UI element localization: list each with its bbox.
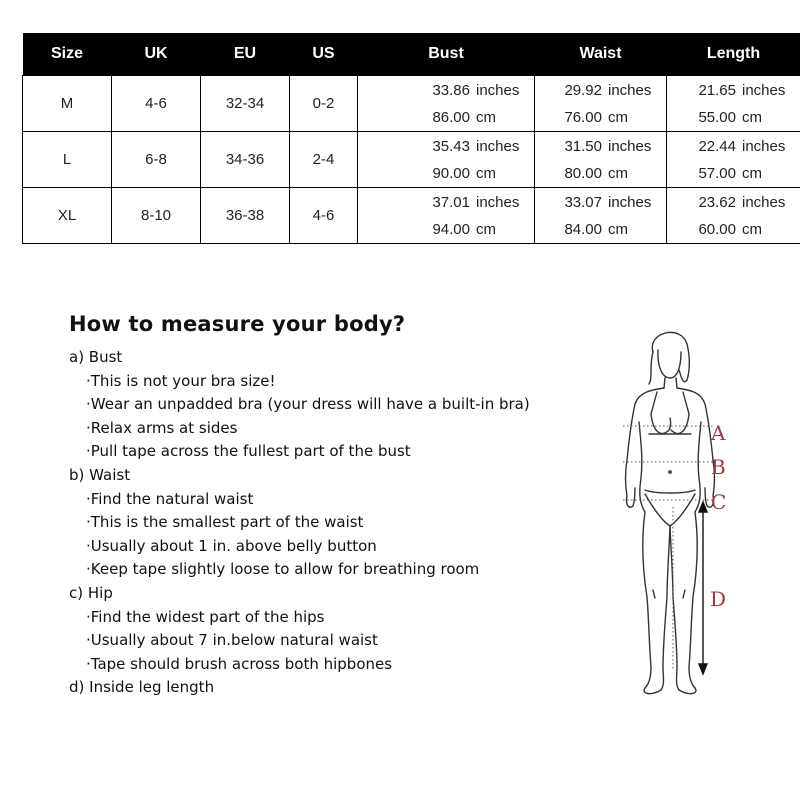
unit-label: inches — [476, 193, 520, 211]
guide-section-heading: a) Bust — [69, 348, 123, 366]
guide-list — [69, 346, 589, 700]
length-value: 23.62 — [698, 193, 736, 211]
size-chart-table — [22, 33, 800, 244]
unit-label: inches — [608, 81, 652, 99]
bust-cm-line — [358, 160, 528, 187]
size-cell: L — [23, 132, 112, 188]
bust-cm-line — [358, 104, 528, 131]
uk-cell: 4-6 — [112, 76, 201, 132]
body-measurement-figure — [595, 322, 745, 712]
measure-guide — [69, 312, 589, 700]
waist-value: 76.00 — [564, 108, 602, 126]
bust-inches-line — [358, 77, 528, 104]
table-row — [23, 188, 800, 244]
guide-tip: ·This is the smallest part of the waist — [86, 513, 364, 532]
unit-label: cm — [742, 108, 762, 126]
waist-inches-line — [535, 133, 660, 160]
guide-tip: ·This is not your bra size! — [86, 371, 276, 390]
waist-inches-line — [535, 77, 660, 104]
size-cell: M — [23, 76, 112, 132]
waist-cm-line — [535, 160, 660, 187]
us-cell: 4-6 — [290, 188, 358, 244]
bust-value: 35.43 — [432, 137, 470, 155]
guide-tip: ·Usually about 7 in.below natural waist — [86, 631, 378, 650]
length-cm-line — [667, 104, 794, 131]
waist-inches-line — [535, 189, 660, 216]
unit-label: inches — [476, 137, 520, 155]
header-length: Length — [667, 33, 800, 76]
bust-inches-line — [358, 189, 528, 216]
eu-cell: 36-38 — [201, 188, 290, 244]
guide-tip: ·Wear an unpadded bra (your dress will have a built-in bra) — [86, 395, 530, 414]
unit-label: cm — [476, 164, 496, 182]
length-cm-line — [667, 216, 794, 243]
uk-cell: 8-10 — [112, 188, 201, 244]
label-a: A — [711, 421, 726, 445]
waist-cell — [535, 132, 667, 188]
us-cell: 2-4 — [290, 132, 358, 188]
length-inches-line — [667, 77, 794, 104]
bust-cell — [358, 132, 535, 188]
length-inches-line — [667, 189, 794, 216]
table-row — [23, 132, 800, 188]
eu-cell: 34-36 — [201, 132, 290, 188]
eu-cell: 32-34 — [201, 76, 290, 132]
length-value: 57.00 — [698, 164, 736, 182]
unit-label: cm — [608, 164, 628, 182]
unit-label: cm — [742, 164, 762, 182]
unit-label: inches — [742, 137, 786, 155]
unit-label: cm — [476, 220, 496, 238]
header-waist: Waist — [535, 33, 667, 76]
waist-value: 33.07 — [564, 193, 602, 211]
waist-value: 80.00 — [564, 164, 602, 182]
guide-tip: ·Find the widest part of the hips — [86, 607, 325, 626]
unit-label: cm — [608, 108, 628, 126]
label-c: C — [711, 490, 727, 514]
length-value: 22.44 — [698, 137, 736, 155]
waist-value: 84.00 — [564, 220, 602, 238]
length-cell — [667, 188, 800, 244]
bust-value: 33.86 — [432, 81, 470, 99]
unit-label: inches — [608, 137, 652, 155]
table-row — [23, 76, 800, 132]
header-bust: Bust — [358, 33, 535, 76]
waist-value: 31.50 — [564, 137, 602, 155]
unit-label: cm — [742, 220, 762, 238]
label-d: D — [710, 587, 727, 611]
guide-tip: ·Relax arms at sides — [86, 418, 238, 437]
table-header-row — [23, 33, 800, 76]
guide-section-heading: b) Waist — [69, 465, 131, 484]
header-size: Size — [23, 33, 112, 76]
length-value: 55.00 — [698, 108, 736, 126]
guide-title: How to measure your body? — [69, 312, 406, 336]
bust-cell — [358, 76, 535, 132]
uk-cell: 6-8 — [112, 132, 201, 188]
bust-value: 37.01 — [432, 193, 470, 211]
bust-inches-line — [358, 133, 528, 160]
bust-value: 86.00 — [432, 108, 470, 126]
unit-label: inches — [608, 193, 652, 211]
unit-label: cm — [476, 108, 496, 126]
bust-value: 90.00 — [432, 164, 470, 182]
waist-value: 29.92 — [564, 81, 602, 99]
guide-tip: ·Tape should brush across both hipbones — [86, 654, 393, 673]
unit-label: inches — [742, 193, 786, 211]
unit-label: cm — [608, 220, 628, 238]
us-cell: 0-2 — [290, 76, 358, 132]
length-value: 60.00 — [698, 220, 736, 238]
length-inches-line — [667, 133, 794, 160]
unit-label: inches — [742, 81, 786, 99]
size-cell: XL — [23, 188, 112, 244]
guide-tip: ·Find the natural waist — [86, 489, 254, 508]
guide-tip: ·Pull tape across the fullest part of the bust — [86, 442, 411, 461]
length-value: 21.65 — [698, 81, 736, 99]
waist-cm-line — [535, 216, 660, 243]
guide-tip: ·Keep tape slightly loose to allow for breathing room — [86, 560, 480, 579]
label-b: B — [711, 455, 726, 479]
length-cell — [667, 132, 800, 188]
waist-cell — [535, 76, 667, 132]
length-cm-line — [667, 160, 794, 187]
waist-cm-line — [535, 104, 660, 131]
waist-cell — [535, 188, 667, 244]
header-uk: UK — [112, 33, 201, 76]
guide-section-heading: c) Hip — [69, 583, 113, 602]
bust-cell — [358, 188, 535, 244]
header-us: US — [290, 33, 358, 76]
unit-label: inches — [476, 81, 520, 99]
guide-section-heading: d) Inside leg length — [69, 678, 215, 697]
bust-value: 94.00 — [432, 220, 470, 238]
guide-tip: ·Usually about 1 in. above belly button — [86, 536, 377, 555]
length-cell — [667, 76, 800, 132]
body-outline-illustration — [595, 322, 745, 712]
header-eu: EU — [201, 33, 290, 76]
bust-cm-line — [358, 216, 528, 243]
